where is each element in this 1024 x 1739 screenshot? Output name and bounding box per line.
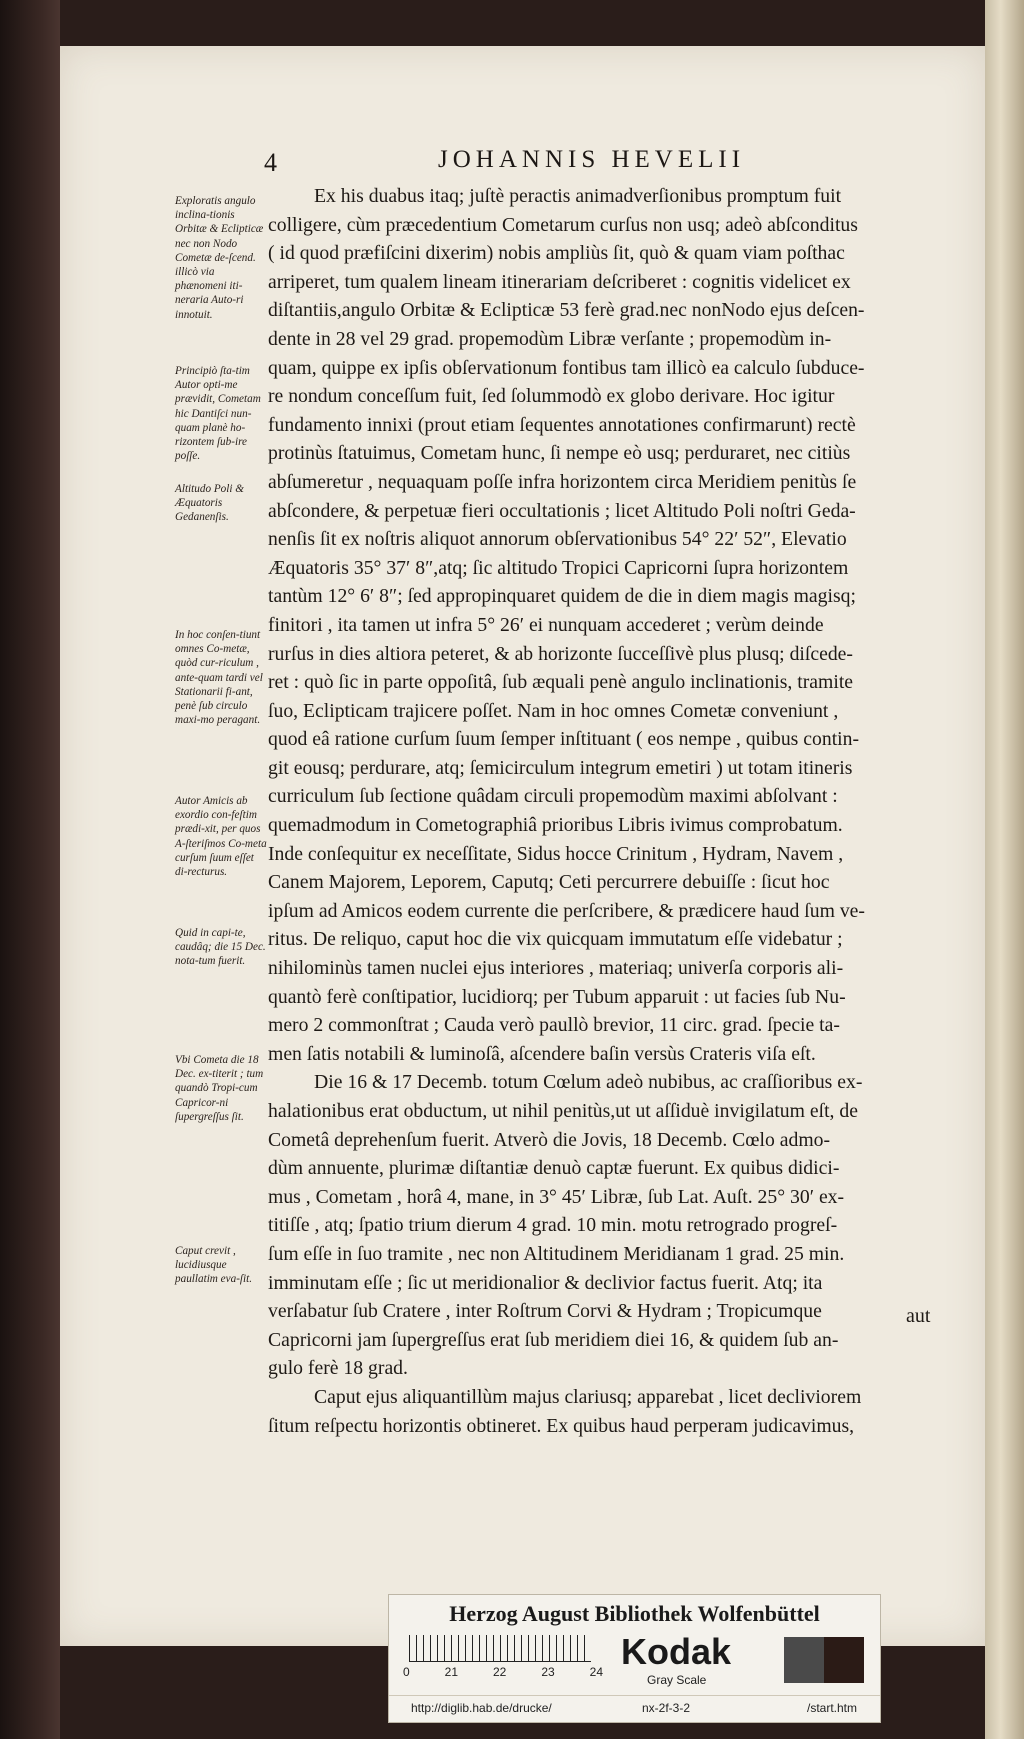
text-line: Ex his duabus itaq; juſtè peractis animadverſionibus promptum fuit	[314, 185, 842, 207]
text-line: Cometâ deprehenſum fuerit. Atverò die Jovis, 18 Decemb. Cœlo admo-	[268, 1128, 831, 1151]
text-line: quantò ferè conſtipatior, lucidiorq; per Tubum apparuit : ut facies ſub Nu-	[268, 985, 846, 1008]
text-line: mero 2 commonſtrat ; Cauda verò paullò brevior, 11 circ. grad. ſpecie ta-	[268, 1014, 840, 1037]
digital-library-url: http://diglib.hab.de/drucke/	[411, 1701, 552, 1715]
color-calibration-card	[388, 1594, 881, 1723]
text-line: nenſis ſit ex noſtris aliquot annorum obſervationibus 54° 22′ 52″, Elevatio	[268, 528, 847, 551]
text-line: Inde conſequitur ex neceſſitate, Sidus hocce Crinitum , Hydram, Navem ,	[268, 842, 844, 865]
marginal-note: Altitudo Poli & Æquatoris Gedanenſis.	[175, 483, 244, 524]
text-line: git eousq; perdurare, atq; ſemicirculum integrum emetiri ) ut totam itineris	[268, 756, 853, 779]
text-line: quam, quippe ex ipſis obſervationum fontibus tam illicò ea calculo ſubduce-	[268, 356, 865, 379]
text-line: fundamento innixi (prout etiam ſequentes annotationes confirmarunt) rectè	[268, 413, 856, 436]
text-line: arriperet, tum qualem lineam itinerariam deſcriberet : cognitis videlicet ex	[268, 270, 851, 293]
book-edge-left	[0, 0, 60, 1739]
ruler-scale	[409, 1635, 591, 1662]
running-title: JOHANNIS HEVELII	[438, 146, 746, 173]
card-divider	[389, 1695, 880, 1696]
text-line: Die 16 & 17 Decemb. totum Cœlum adeò nubibus, ac craſſioribus ex-	[314, 1071, 863, 1094]
ruler-number: 24	[589, 1665, 603, 1679]
library-name: Herzog August Bibliothek Wolfenbüttel	[449, 1601, 820, 1626]
text-line: rurſus in dies altiora peteret, & ab horizonte ſucceſſivè plus plusq; diſcede-	[268, 642, 853, 665]
ruler-number: 0	[403, 1665, 410, 1679]
text-line: dente in 28 vel 29 grad. propemodùm Libræ verſante ; propemodùm in-	[268, 327, 832, 350]
catchword: aut	[906, 1305, 931, 1327]
main-text	[268, 182, 958, 1440]
marginal-note: Quid in capi-te, caudâq; die 15 Dec. nota-tum fuerit.	[175, 927, 266, 968]
text-line: ſum eſſe in ſuo tramite , nec non Altitudinem Meridianam 1 grad. 25 min.	[268, 1242, 845, 1265]
ruler-number: 23	[541, 1665, 555, 1679]
text-line: gulo ferè 18 grad.	[268, 1357, 408, 1380]
marginal-note: Vbi Cometa die 18 Dec. ex-titerit ; tum quandò Tropi-cum Capricor-ni ſupergreſſus ſit.	[175, 1054, 264, 1123]
text-line: quemadmodum in Cometographiâ prioribus Libris ivimus comprobatum.	[268, 814, 843, 837]
text-line: abſumeretur , nequaquam poſſe infra horizontem circa Meridiem penitùs ſe	[268, 470, 857, 493]
page-number: 4	[264, 148, 277, 177]
text-line: men ſatis notabili & luminoſâ, aſcendere baſin versùs Crateris viſa eſt.	[268, 1042, 816, 1065]
text-line: abſcondere, & perpetuæ fieri occultationis ; licet Altitudo Poli noſtri Geda-	[268, 499, 856, 522]
page-edge-right	[985, 0, 1024, 1739]
text-line: Capricorni jam ſupergreſſus erat ſub meridiem diei 16, & quidem ſub an-	[268, 1328, 839, 1351]
text-line: imminutam eſſe ; ſic ut meridionalior & declivior factus fuerit. Atq; ita	[268, 1271, 823, 1294]
text-line: titiſſe , atq; ſpatio trium dierum 4 grad. 10 min. motu retrogrado progreſ-	[268, 1214, 838, 1237]
marginal-note: Principiò ſta-tim Autor opti-me prævidit, Cometam hic Dantiſci nun-quam planè ho-rizontem ſub-ire poſſe.	[175, 365, 261, 463]
text-line: dùm annuente, plurimæ diſtantiæ denuò captæ fuerunt. Ex quibus didici-	[268, 1157, 840, 1180]
marginal-note: Autor Amicis ab exordio con-feſtim prædi-xit, per quos A-ſteriſmos Co-meta curſum ſuum eſſet di-recturus.	[175, 795, 267, 879]
gray-scale-label: Gray Scale	[647, 1673, 707, 1687]
ruler-number: 22	[492, 1665, 507, 1679]
marginal-note: Caput crevit , lucidiusque paullatim eva-ſit.	[175, 1245, 253, 1286]
start-page: /start.htm	[807, 1701, 858, 1715]
text-line: quod eâ ratione curſum ſuum ſemper inſtituant ( eos nempe , quibus contin-	[268, 728, 860, 751]
text-line: halationibus erat obductum, ut nihil penitùs,ut ut aſſiduè invigilatum eſt, de	[268, 1100, 858, 1122]
text-line: mus , Cometam , horâ 4, mane, in 3° 45′ Libræ, ſub Lat. Auſt. 25° 30′ ex-	[268, 1185, 845, 1208]
book-page	[60, 46, 985, 1646]
gray-patch	[784, 1637, 824, 1683]
ruler-number: 21	[444, 1665, 459, 1679]
dark-patch	[824, 1637, 864, 1683]
marginal-note: In hoc conſen-tiunt omnes Co-metæ, quòd cur-riculum , ante-quam tardi vel Stationarii fi-ant, penè ſub circulo maxi-mo peragant.	[175, 629, 263, 727]
text-line: ritus. De reliquo, caput hoc die vix quicquam immutatum eſſe videbatur ;	[268, 928, 843, 951]
text-line: protinùs ſtatuimus, Cometam hunc, ſi nempe eò usq; perduraret, nec citiùs	[268, 442, 851, 465]
text-line: tantùm 12° 6′ 8″; ſed appropinquaret quidem de die in diem magis magisq;	[268, 585, 856, 608]
text-line: ret : quò ſic in parte oppoſitâ, ſub æquali penè angulo inclinationis, tramite	[268, 671, 854, 694]
text-line: nihilominùs tamen nuclei ejus interiores , materiaq; univerſa corporis ali-	[268, 957, 844, 980]
text-line: finitori , ita tamen ut infra 5° 26′ ei nunquam accederet ; verùm deinde	[268, 613, 824, 636]
text-line: Canem Majorem, Leporem, Caputq; Ceti percurrere debuiſſe : ſicut hoc	[268, 871, 830, 894]
text-line: ſitum reſpectu horizontis obtineret. Ex quibus haud perperam judicavimus,	[268, 1414, 855, 1437]
text-line: diſtantiis,angulo Orbitæ & Eclipticæ 53 ferè grad.nec nonNodo ejus deſcen-	[268, 299, 865, 322]
text-line: colligere, cùm præcedentium Cometarum curſus non usq; adeò abſconditus	[268, 213, 858, 236]
marginal-note: Exploratis angulo inclina-tionis Orbitæ & Eclipticæ nec non Nodo Cometæ de-ſcend. illicò via phænomeni iti-neraria Auto-ri innotuit.	[175, 195, 264, 321]
text-line: ipſum ad Amicos eodem currente die perſcribere, & prædicere haud ſum ve-	[268, 899, 865, 922]
text-line: Æquatoris 35° 37′ 8″,atq; ſic altitudo Tropici Capricorni ſupra horizontem	[268, 556, 849, 579]
page-header	[60, 144, 985, 184]
text-line: ( id quod præfiſcini dixerim) nobis ampliùs ſit, quò & quam viam poſthac	[268, 242, 845, 265]
text-line: Caput ejus aliquantillùm majus clariusq; apparebat , licet decliviorem	[314, 1385, 862, 1408]
text-line: curriculum ſub ſectione quâdam circuli propemodùm maximi abſolvant :	[268, 785, 838, 808]
text-line: ſuo, Eclipticam trajicere poſſet. Nam in hoc omnes Cometæ conveniunt ,	[268, 699, 839, 722]
shelfmark: nx-2f-3-2	[642, 1701, 691, 1715]
text-line: verſabatur ſub Cratere , inter Roſtrum Corvi & Hydram ; Tropicumque	[268, 1300, 822, 1323]
text-line: re nondum conceſſum fuit, ſed ſolummodò ex globo derivare. Hoc igitur	[268, 385, 835, 408]
ruler-numbers	[403, 1665, 603, 1679]
kodak-logo: Kodak	[621, 1631, 732, 1672]
